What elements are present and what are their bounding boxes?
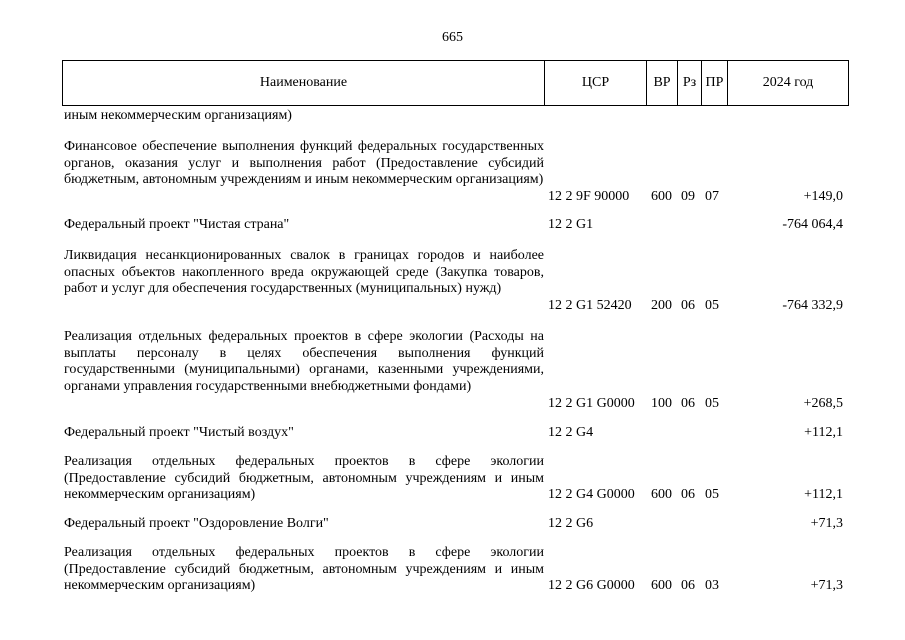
row-csr: 12 2 G6 bbox=[548, 516, 594, 531]
row-csr: 12 2 G4 bbox=[548, 425, 594, 440]
row-name: Реализация отдельных федеральных проектов в сфере экологии (Расходы на выплаты персоналу в целях обеспечения выполнения функций государственными (муниципальными) органами, казенными учреждениями, органами управления государственными внебюджетными фондами) bbox=[64, 329, 544, 394]
row-name: Ликвидация несанкционированных свалок в границах городов и наиболее опасных объектов накопленного вреда окружающей среде (Закупка товаров, работ и услуг для обеспечения государственных (муниципальных) нужд) bbox=[64, 248, 544, 296]
row-name: Реализация отдельных федеральных проектов в сфере экологии (Предоставление субсидий бюджетным, автономным учреждениям и иным некоммерческим организациям) bbox=[64, 454, 544, 502]
row-csr: 12 2 G6 G0000 bbox=[548, 578, 635, 593]
row-amount: +268,5 bbox=[803, 396, 843, 411]
header-name: Наименование bbox=[63, 61, 545, 105]
row-name: иным некоммерческим организациям) bbox=[64, 108, 292, 123]
page-number: 665 bbox=[442, 30, 463, 45]
row-amount: +112,1 bbox=[804, 425, 843, 440]
row-rz: 06 bbox=[681, 298, 695, 313]
row-amount: +71,3 bbox=[810, 578, 843, 593]
row-rz: 06 bbox=[681, 578, 695, 593]
row-pr: 05 bbox=[705, 298, 719, 313]
header-csr: ЦСР bbox=[545, 61, 647, 105]
row-rz: 09 bbox=[681, 189, 695, 204]
row-amount: -764 064,4 bbox=[782, 217, 843, 232]
row-pr: 03 bbox=[705, 578, 719, 593]
row-vr: 100 bbox=[651, 396, 672, 411]
row-csr: 12 2 G1 G0000 bbox=[548, 396, 635, 411]
row-vr: 600 bbox=[651, 487, 672, 502]
row-amount: +149,0 bbox=[803, 189, 843, 204]
row-rz: 06 bbox=[681, 487, 695, 502]
row-name: Федеральный проект "Оздоровление Волги" bbox=[64, 516, 329, 531]
row-name: Реализация отдельных федеральных проектов в сфере экологии (Предоставление субсидий бюджетным, автономным учреждениям и иным некоммерческим организациям) bbox=[64, 545, 544, 593]
row-name: Финансовое обеспечение выполнения функций федеральных государственных органов, оказания услуг и выполнения работ (Предоставление субсидий бюджетным, автономным учреждениям и иным некоммерческим организациям) bbox=[64, 139, 544, 187]
row-csr: 12 2 G1 52420 bbox=[548, 298, 632, 313]
row-vr: 200 bbox=[651, 298, 672, 313]
header-rz: Рз bbox=[678, 61, 702, 105]
row-pr: 05 bbox=[705, 396, 719, 411]
header-year: 2024 год bbox=[762, 75, 814, 90]
row-vr: 600 bbox=[651, 189, 672, 204]
row-csr: 12 2 9F 90000 bbox=[548, 189, 630, 204]
row-csr: 12 2 G4 G0000 bbox=[548, 487, 635, 502]
row-amount: +112,1 bbox=[804, 487, 843, 502]
row-amount: +71,3 bbox=[810, 516, 843, 531]
row-rz: 06 bbox=[681, 396, 695, 411]
header-pr: ПР bbox=[702, 61, 728, 105]
row-amount: -764 332,9 bbox=[782, 298, 843, 313]
row-name: Федеральный проект "Чистая страна" bbox=[64, 217, 290, 232]
row-pr: 05 bbox=[705, 487, 719, 502]
row-vr: 600 bbox=[651, 578, 672, 593]
row-pr: 07 bbox=[705, 189, 719, 204]
row-csr: 12 2 G1 bbox=[548, 217, 594, 232]
header-vr: ВР bbox=[647, 61, 678, 105]
row-name: Федеральный проект "Чистый воздух" bbox=[64, 425, 294, 440]
table-header bbox=[62, 60, 849, 106]
